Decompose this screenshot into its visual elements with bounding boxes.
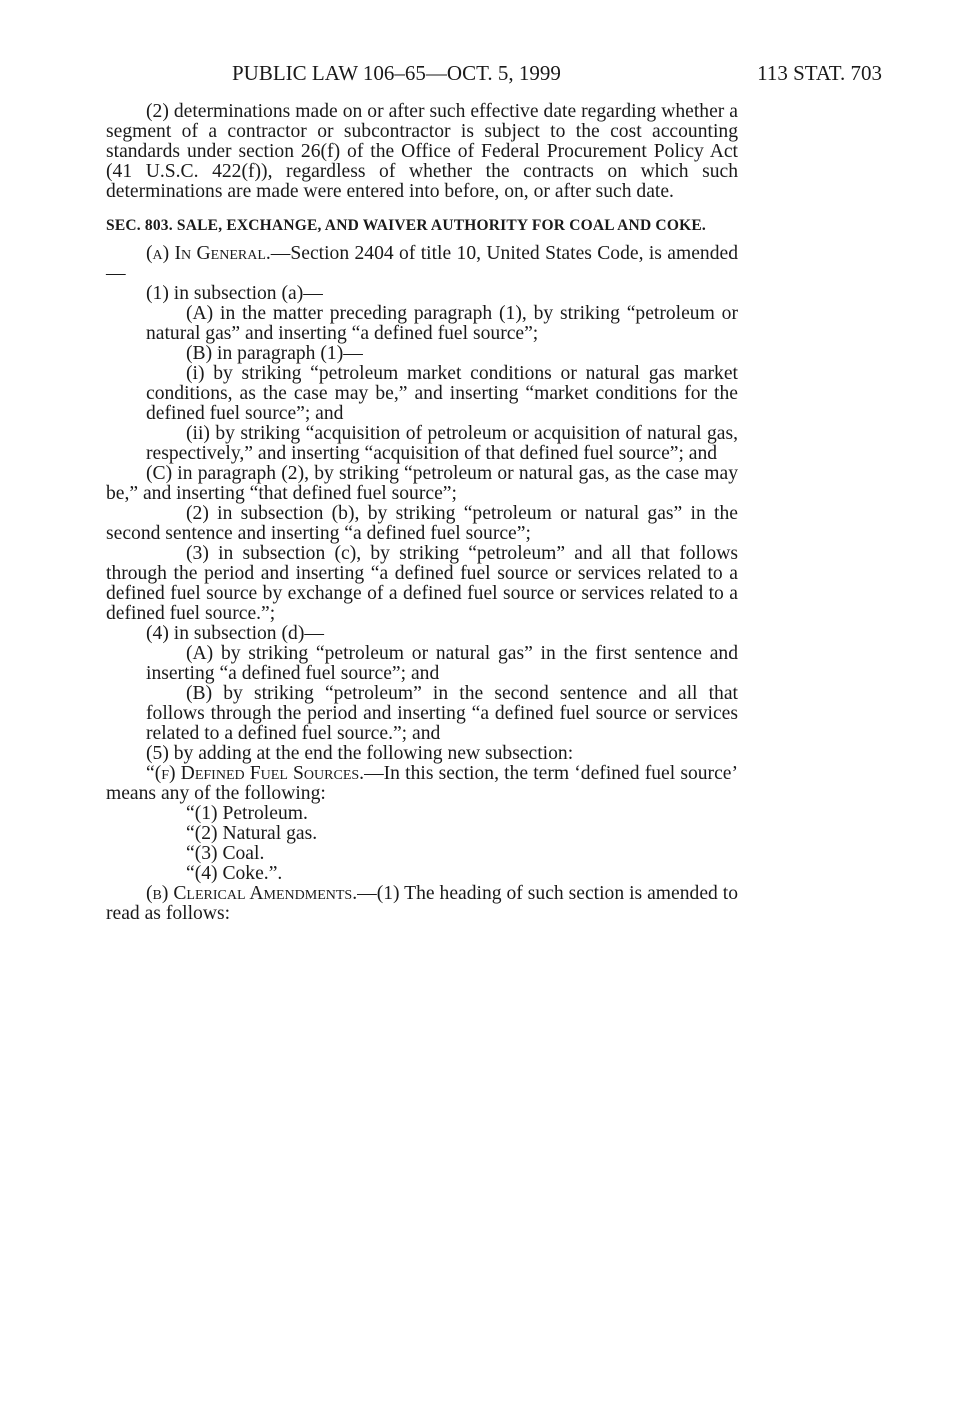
subsection-a-text: —Section 2404 of title 10, United States Code, is amended— — [106, 243, 739, 284]
subsection-f — [106, 764, 738, 804]
paragraph-a3: (3) in subsection (c), by striking “petroleum” and all that follows through the period and inserting “a defined fuel source or services related to a defined fuel source by exchange of a defined fuel source or services related to a defined fuel source.”; — [106, 543, 738, 624]
subsection-b — [106, 884, 738, 924]
fuel-source-1: “(1) Petroleum. — [186, 803, 308, 824]
subparagraph-a1C: (C) in paragraph (2), by striking “petroleum or natural gas, as the case may be,” and inserting “that defined fuel source”; — [106, 463, 738, 504]
fuel-source-3: “(3) Coal. — [186, 843, 265, 864]
subsection-a-heading: (a) In General. — [146, 243, 271, 264]
clause-a1Bi: (i) by striking “petroleum market conditions or natural gas market conditions, as the case may be,” and inserting “market conditions for the defined fuel source”; and — [146, 363, 738, 424]
subparagraph-a4B: (B) by striking “petroleum” in the second sentence and all that follows through the period and inserting “a defined fuel source or services related to a defined fuel source.”; and — [146, 683, 738, 744]
subsection-f-text: —In this section, the term ‘defined fuel source’ means any of the following: — [106, 763, 738, 804]
fuel-source-2: “(2) Natural gas. — [186, 823, 318, 844]
paragraph-a4: (4) in subsection (d)— — [146, 623, 324, 644]
body-text — [106, 102, 738, 924]
subparagraph-a1B: (B) in paragraph (1)— — [186, 343, 363, 364]
fuel-source-4: “(4) Coke.”. — [186, 863, 283, 884]
running-header — [232, 58, 882, 88]
header-law-citation: PUBLIC LAW 106–65—OCT. 5, 1999 — [232, 61, 561, 85]
paragraph-a5: (5) by adding at the end the following new subsection: — [146, 743, 574, 764]
paragraph-2-determinations: (2) determinations made on or after such effective date regarding whether a segment of a contractor or subcontractor is subject to the cost accounting standards under section 26(f) of the Office of Federal Procurement Policy Act (41 U.S.C. 422(f)), regardless of whether the contracts on which such determinations are made were entered into before, on, or after such date. — [106, 101, 738, 202]
subsection-f-heading: “(f) Defined Fuel Sources. — [146, 763, 365, 784]
clause-a1Bii: (ii) by striking “acquisition of petroleum or acquisition of natural gas, respectively,” and inserting “acquisition of that defined fuel source”; and — [146, 423, 738, 464]
subparagraph-a1A: (A) in the matter preceding paragraph (1), by striking “petroleum or natural gas” and inserting “a defined fuel source”; — [146, 303, 738, 344]
subsection-a — [106, 244, 738, 284]
paragraph-a1: (1) in subsection (a)— — [146, 283, 323, 304]
subsection-b-text: —(1) The heading of such section is amended to read as follows: — [106, 883, 738, 924]
subparagraph-a4A: (A) by striking “petroleum or natural gas” in the first sentence and inserting “a defined fuel source”; and — [146, 643, 738, 684]
section-803-heading: SEC. 803. SALE, EXCHANGE, AND WAIVER AUTHORITY FOR COAL AND COKE. — [106, 217, 706, 234]
header-stat-page: 113 STAT. 703 — [757, 61, 882, 85]
paragraph-a2: (2) in subsection (b), by striking “petroleum or natural gas” in the second sentence and inserting “a defined fuel source”; — [106, 503, 738, 544]
subsection-b-heading: (b) Clerical Amendments. — [146, 883, 358, 904]
